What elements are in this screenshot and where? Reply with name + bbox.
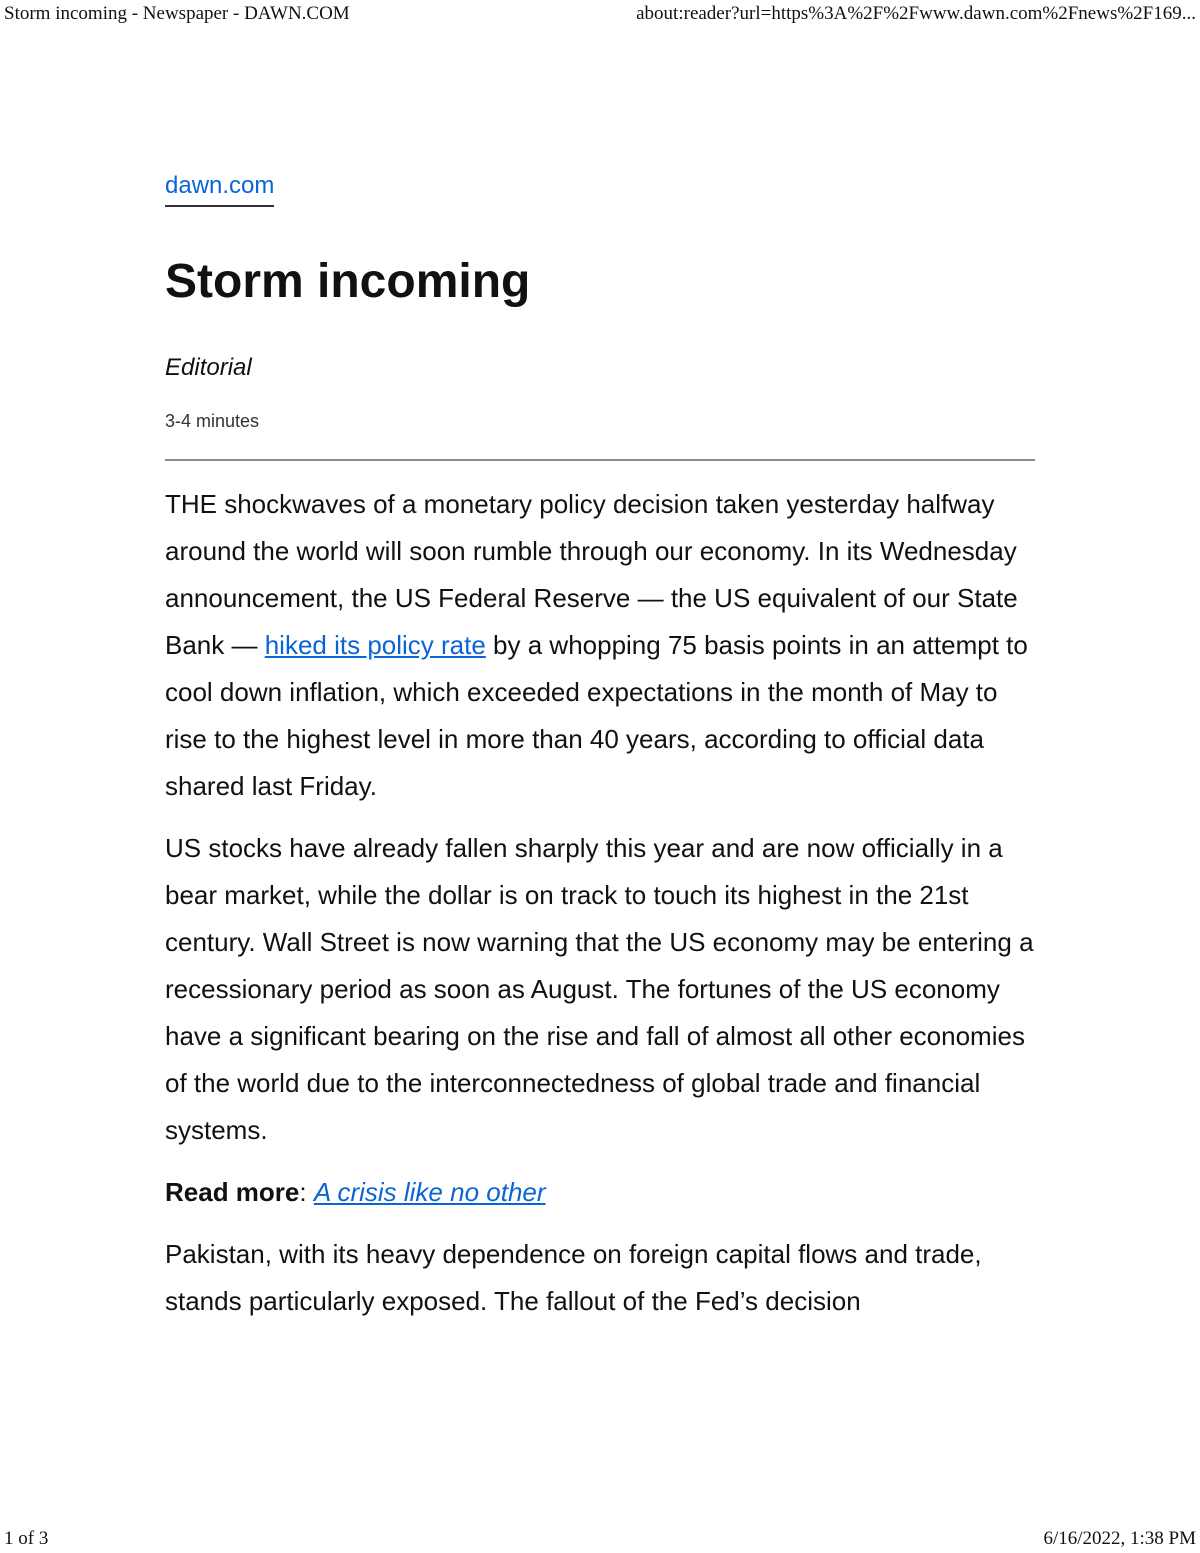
domain-link[interactable]: dawn.com [165,172,274,207]
reader-article [165,172,1035,1340]
paragraph-1 [165,481,1035,810]
print-header [0,0,1200,28]
page-count: 1 of 3 [4,1528,49,1549]
reading-time: 3-4 minutes [165,411,260,432]
paragraph-3: Pakistan, with its heavy dependence on foreign capital flows and trade, stands particularly exposed. The fallout of the Fed’s decision [165,1238,982,1316]
article-byline: Editorial [165,354,252,382]
read-more-separator: : [299,1176,314,1207]
article-body [165,481,1035,1325]
read-more-link[interactable]: A crisis like no other [313,1176,546,1207]
paragraph-2: US stocks have already fallen sharply this year and are now officially in a bear market, while the dollar is on track to touch its highest in the 21st century. Wall Street is now warning that the US economy may be entering a recessionary period as soon as August. The fortunes of the US economy have a significant bearing on the rise and fall of almost all other economies of the world due to the interconnectedness of global trade and financial systems. [165,832,1034,1145]
print-page-title: Storm incoming - Newspaper - DAWN.COM [4,3,350,24]
print-timestamp: 6/16/2022, 1:38 PM [1043,1528,1196,1549]
paragraph-1-text-end: by a whopping 75 basis points in an attempt to cool down inflation, which exceeded expectations in the month of May to rise to the highest level in more than 40 years, according to official data shared last Friday. [165,629,1028,801]
print-footer [0,1525,1200,1553]
read-more-line [165,1169,1035,1216]
paragraph-1-text-start: THE shockwaves of a monetary policy decision taken yesterday halfway around the world will soon rumble through our economy. In its Wednesday announcement, the US Federal Reserve — the US equivalent of our State Bank — [165,488,1018,660]
article-title: Storm incoming [165,254,531,308]
policy-rate-link[interactable]: hiked its policy rate [264,629,486,660]
print-url: about:reader?url=https%3A%2F%2Fwww.dawn.com%2Fnews%2F169... [636,3,1196,24]
read-more-label: Read more [165,1176,300,1207]
header-divider [165,459,1035,461]
